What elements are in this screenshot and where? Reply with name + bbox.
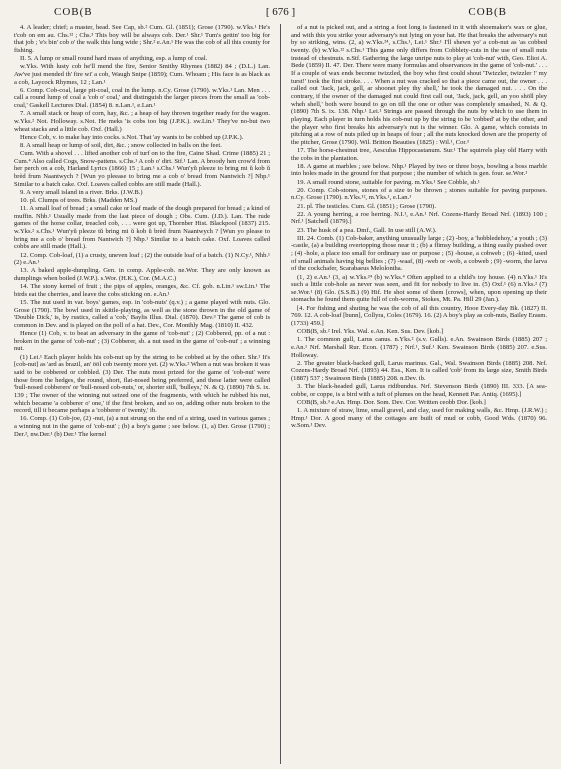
left-column [14,24,270,768]
right-column [291,24,547,768]
entry-paragraph: 17. The horse-chestnut tree, Aesculus Hippocastanum. Sur.¹ The squirrels play old Harry with the cobs in the plantation. [291,147,548,162]
entry-paragraph: 18. A game at marbles ; see below. Nhp.¹ Played by two or three boys, bowling a boss marble into holes made in the ground for that purpose ; the number of which is gen. four. se.Wor.¹ [291,162,548,178]
entry-paragraph: 2. The greater black-backed gull, Larus marinus. Gal., Wal. Swainson Birds (1885) 208. Nrf. Cozens-Hardy Broad Nrf. (1893) 44. Ess., Ken. It is called 'cob' from its large size, Smith Birds (1887) 537 ; Swainson Birds (1885) 208. n.Dev. ib. [291,359,548,383]
entry-paragraph: 12. Comp. Cob-loaf, (1) a crusty, uneven loaf ; (2) the outside loaf of a batch. (1) N.Cy.¹, Nhb.¹ (2) e.An.¹ [14,251,271,267]
entry-paragraph: COB(B, sb.³ e.An. Hmp. Dor. Som. Dev. Cor. Written ceobb Dor. [kob.] [297,399,486,406]
entry-paragraph: w.Yks. With lusty cob he'll mend the fire, Senior Smithy Rhymes (1882) 84 ; (D.L.) Lan. Aw've just mended th' fire wi' a cob, Waugh Snipe (1859); Cum. Whoam ; His face is as black as a cob, Laycock Rhymes, 12 ; Lan.¹ [14,63,271,86]
entry-paragraph: 6. Comp. Cob-coal, large pit-coal, coal in the lump. n.Cy. Grose (1790). w.Yks.¹ Lan. Men . . . call a round lump of coal a 'cob o' coal,' and distinguish the larger pieces from the small as 'cob-coal,' Gaskell Lectures Dial. (1854) 8. n.Lan.¹, e.Lan.¹ [14,86,271,110]
entry-paragraph: 16. Comp. (1) Cob-joe, (2) -nut, (a) a nut strung on the end of a string, used in various games ; a winning nut in the game of 'cob-nut' ; (b) a boy's game ; see below. (1, a) Der. Grose (1790) ; Der.², nw.Der.¹ (b) Der.¹ The kernel [14,415,271,438]
entry-paragraph: 7. A small stack or heap of corn, hay, &c. ; a heap of hay thrown together ready for the wagon. w.Yks.² Not. Holloway. s.Not. He meks 'is cobs too big (J.P.K.). sw.Lin.¹ They've no-but two wheat stacks and a little cob. Oxf. (Hall.) [14,110,271,133]
entry-paragraph: 15. The nut used in var. boys' games, esp. in 'cob-nuts' (q.v.) ; a game played with nuts. Glo. Grose (1790). The bowl used in skittle-playing, as well as the stone thrown in the old game of 'Double Dick,' is, by rustics, called a 'cob,' Baylis Illus. Dial. (1870). Dev.³ The game of cob is common in Dev. and is played on the poll of a hat. Dev., Cor. Monthly Mag. (1810) II. 432. [14,298,271,329]
page-number: [ 676 ] [265,6,296,18]
running-header [14,6,547,22]
entry-paragraph: 10. pl. Clumps of trees. Brks. (Madden MS.) [20,196,138,204]
header-right-headword: COB(B [468,6,507,18]
entry-paragraph: (1, 2) e.An.¹ (3, a) w.Yks.²⁴ (b) w.Yks.⁴ Often applied to a child's toy house. (4) n.Yks.¹ It's such a little cob-hole as never was seen, and fit for nobody to live in. (5) Oxf.¹ (6) n.Yks.² (7) se.Wor.¹ (8) Glo. (S.S.B.) (9) Hif. He shot some of them [crows], when, upon opening up their stomachs he found them quite full of cob-worms, Stokes, Mt. Pa. Hill 29 (Jan.). [291,273,548,304]
entry-paragraph: 19. A small round stone, suitable for paving. m.Yks.¹ See Cobble, sb.¹ [297,178,480,186]
column-rule [280,24,281,764]
entry-paragraph: 14. The stony kernel of fruit ; the pips of apples, oranges, &c. Cf. gob. n.Lin.¹ sw.Lin.¹ The birds eat the cherries, and leave the cobs sticking on. e.An.¹ [14,283,271,298]
entry-paragraph: 13. A baked apple-dumpling. Gen. in comp. Apple-cob. ne.Wor. They are only known as dumplings when boiled (J.W.P.). s.Wor. (H.K.), Cor. (M.A.C.) [14,267,271,282]
entry-paragraph: COB(B, sb.² Irel. Yks. Wal. e.An. Ken. Sus. Dev. [kob.] [297,328,444,336]
entry-paragraph: 4. A leader; chief; a master, head. See Cap, sb.² Cum. Gl. (1851); Grose (1790). w.Yks.¹ He's t'cob on em au. Chs.¹² ; Chs.³ This boy will be always cob. Der.¹ Shr.¹ Tum's gettin' too big for that job ; 'e's bin' cob o' the walk this lung wide ; Shr.² e.An.¹ He was the cob of all this county for fishing. [14,24,271,54]
entry-paragraph: 3. The black-headed gull, Larus ridibundus. Nrf. Stevenson Birds (1890) III. 333. [A sea-cobbe, or coppe, is a bird with a tuft of plumes on the head, Kennett Par. Antiq. (1695).] [291,383,548,398]
entry-paragraph: 20. Comp. Cob-stones, stones of a size to be thrown ; stones suitable for paving purposes. n.Cy. Grose (1790). n.Yks.¹², m.Yks.¹, e.Lan.¹ [291,186,548,202]
entry-paragraph: 9. A very small island in a river. Brks. (J.W.B.) [20,188,143,196]
entry-paragraph: Hence Cob, v. to make hay into cocks. s.Not. That 'ay wants to be cobbed up (J.P.K.). [20,133,244,141]
entry-paragraph: 11. A small loaf of bread ; a small cake or loaf made of the dough prepared for bread ; a kind of muffin. Nhb.¹ Usually made from the last piece of dough ; Obs. Cum. (J.D.). Lan. The rude games of the horse collar, treacled cob, . . . were got up, Thornber Hist. Blackpool (1837) 215. w.Yks.² s.Chs.¹ Wun'yŭ pleeze tŭ bring mi ŭ kob ŭ brèd frum Naantwych ? [Wun yo please to bring me a cob o' bread from Nantwich ?] Nhp.¹ Similar to a batch cake. Oxf. Loaves called cobbs are still made (Hall.). [14,205,271,251]
entry-paragraph: Cum. With a shovel . . . lifted another cob of turf on to the fire, Caine Shad. Crime (1885) 21 ; Cum.⁴ Also called Cogs, Snow-pattens. s.Chs.¹ A cob o' dirt. Stf.¹ Lan. A broody hen crow'd from her perch on a cob, Harland Lyrics (1866) 15 ; Lan.¹ s.Chs.¹ Wun'yŭ pleeze to bring mi ŭ kob ŭ brèd frum Naantwych ? [Wun yo pleease to bring me a cob o' bread from Nantwich ?] Nhp.¹ Similar to a batch cake. Oxf. Loaves called cobbs are still made (Hall.). [14,150,271,188]
entry-paragraph: 21. pl. The testicles. Cum. Gl. (1851) ; Grose (1790). [297,202,436,210]
entry-paragraph: 1. A mixture of straw, lime, small gravel, and clay, used for making walls, &c. Hmp. (J.R.W.) ; Hmp.¹ Dor. A good many of the cottages are built of mud or cobb, Good Wds. (1870) 96. w.Som.¹ Dev. [291,407,548,430]
entry-paragraph: (1) Lei.¹ Each player holds his cob-nut up by the string to be cobbed at by the other. Shr.¹ It's [cob-nut] as 'ard as brazil, an' ööl cob twenty more yet. (2) w.Yks.² When a nut was broken it was said to be cobbered or cobbled. (3) Der. The nuts most prized for the game of 'cob-nut' were those from the hedges, the round, short, flat-nosed being preferred, and these latter were called 'bull-nosed cobberers' or 'bull-nosed cob-nuts,' or, shorter still, 'bulleys,' N. & Q. (1890) 7th S. ix. 139 ; The owner of the winning nut seized one of the fragments, with which he rubbed his nut, which became 'a cobberer o' one,' if the first broken, and so on, adding other nuts broken to the record, till it became perhaps a 'cobberer o' twenty,' ib. [14,353,271,415]
entry-paragraph: [4. For fishing and shuting he was the cob of all this country, Hooe Every-day Bk. (1827) II. 769. 12. A cob-loaf [bunn], Collyra, Coles (1679). 16. (2) A boy's play as cob-nuts, Bailey Erasm. (1733) 459.] [291,304,548,327]
entry-paragraph: 1. The common gull, Larus canus. n.Yks.² (s.v. Gulls). e.An. Swainson Birds (1885) 207 ; e.An.¹ Nrf. Marshall Rur. Econ. (1787) ; Nrf.¹, Suf.¹ Ken. Swainson Birds (1885) 207. e.Sus. Holloway. [291,336,548,359]
entry-paragraph: Hence (1) Cob, v. to beat an adversary in the game of 'cob-nut' ; (2) Cobbered, pp. of a nut : broken in the game of 'cob-nut' ; (3) Cobberer, sb. a nut used in the game of 'cob-nut' ; a winning nut. [14,330,271,353]
entry-paragraph: 23. The husk of a pea. Dmf., Gall. In use still (A.W.). [297,226,437,234]
header-left-headword: COB(B [54,6,93,18]
two-column-body [14,24,547,768]
entry-paragraph: 22. A young herring, a roe herring. N.I.¹, e.An.¹ Nrf. Cozens-Hardy Broad Nrf. (1893) 100 ; Nrf.¹ [Satchell (1879).] [291,210,548,226]
entry-paragraph: of a nut is picked out, and a string a foot long is fastened in it with shoemaker's wax or glue, and with this you strike your adversary's nut lying on your hat. He that breaks the adversary's nut by so striking, wins. (2, a) w.Yks.²⁴, s.Chs.¹, Lei.¹ Shr.¹ I'll shewn yo' a cob-nut as 'as cobbed twenty. (b) w.Yks.¹² s.Chs.¹ This game only differs from Cobblety-cuts in the use of small nuts instead of chestnuts. n.Stf. Gathering the large unripe nuts to play at 'cob-nut' with, Geo. Eliot A. Bede (1859) II. 47. Der. There were many formulas and observances in the game of 'cob-nut.' . . . If a couple of wax ends become twizzled, the boy who first could shout 'Twizzler, twizzler !' my turst!' took the first stroke. . . . When a nut was cracked so that a piece came out, the owner . . . called out 'Jack, jack, gell, ar shoonet pley thy shell,' he took the damaged nut. . . . On the contrary, if the owner of the damaged nut could first call out, 'Jack, jack, gell, an yoo shöll pley wheh shell,' both were bound to go on till the one or other was completely smashed, N. & Q. (1890) 7th S. ix. 138. Nhp.¹ Lei.¹ Strings are passed through the nuts by which to use them in playing. Each player in turn holds his cob-nut up by the string to be 'cobbed' at by the other, and the player who first breaks his adversary's nut is the winner. Glo. A game, which consists in pitching at a row of nuts piled up in heaps of four ; all the nuts knocked down are the property of the pitcher, Grose (1790). Wil. Britton Beauties (1825) : Wil.¹, Cor.³ [291,24,548,146]
entry-paragraph: II. 5. A lump or small round hard mass of anything, esp. a lump of coal. [20,55,208,63]
entry-paragraph: 8. A small heap or lump of soil, dirt, &c. ; snow collected in balls on the feet. [20,141,222,149]
entry-paragraph: III. 24. Comb. (1) Cob-baker, anything unusually large ; (2) -boy, a 'hobbledehoy,' a youth ; (3) -castle, (a) a building overtopping those near it ; (b) a flimsy building, a thing easily pushed over ; (4) -hole, a place too small for ordinary use or purpose ; (5) -house, a cobweb ; (6) -kited, used of small animals having big bellies ; (7) -waaf, (8) -web or -wob, a cobweb ; (9) -worm, the larva of the cockchafer, Scarabaeus Melolontha. [291,234,548,273]
